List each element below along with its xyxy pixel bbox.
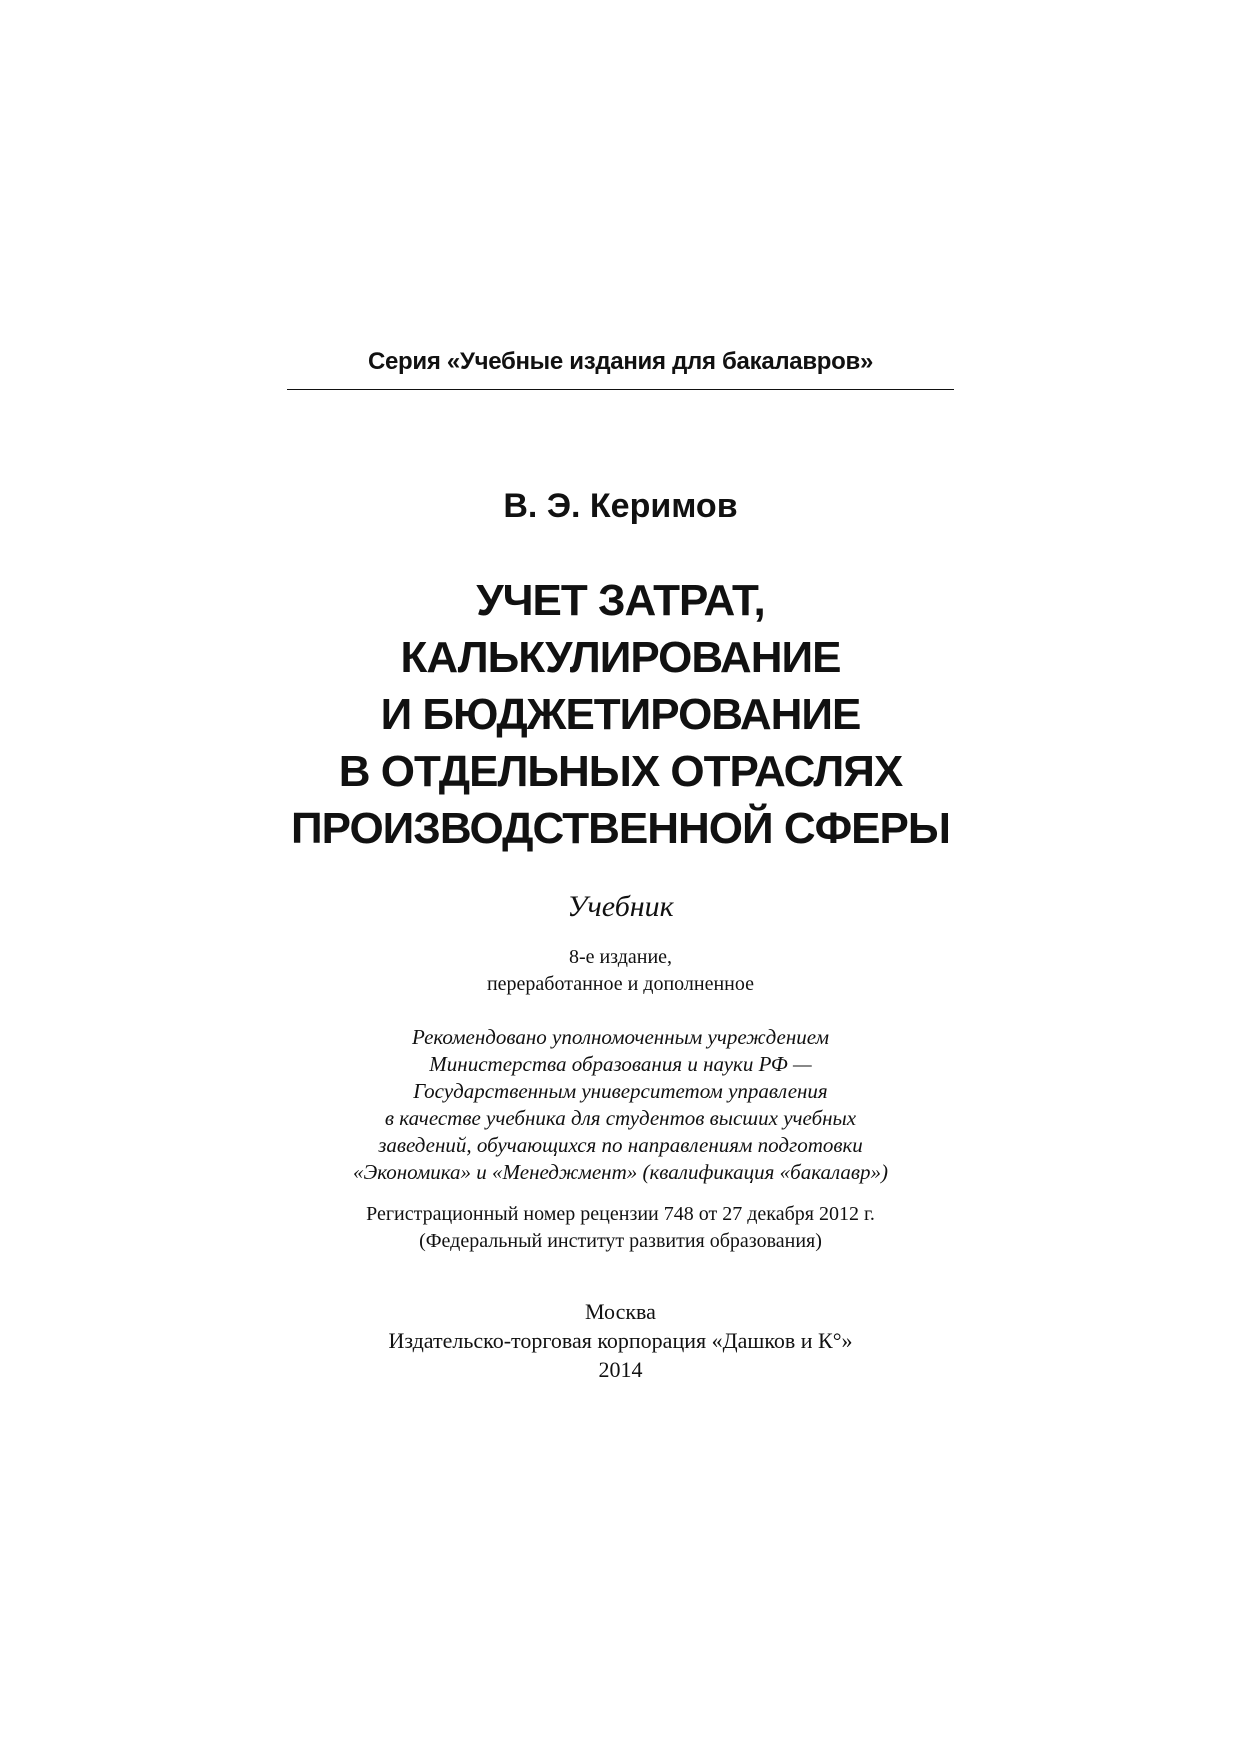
- publication-year: 2014: [598, 1357, 643, 1382]
- recommendation-line: заведений, обучающихся по направлениям подготовки: [378, 1133, 863, 1157]
- book-title-line: И БЮДЖЕТИРОВАНИЕ: [380, 690, 861, 739]
- book-title-line: ПРОИЗВОДСТВЕННОЙ СФЕРЫ: [291, 804, 950, 853]
- book-title-line: УЧЕТ ЗАТРАТ,: [476, 576, 765, 625]
- edition-info: [0, 944, 1241, 998]
- registration-info: [0, 1201, 1241, 1255]
- edition-line: 8-е издание,: [568, 946, 673, 968]
- publisher-city: Москва: [585, 1299, 656, 1324]
- recommendation-line: Государственным университетом управления: [413, 1079, 828, 1103]
- edition-line: переработанное и дополненное: [486, 973, 755, 995]
- recommendation-text: [0, 1024, 1241, 1186]
- registration-line: (Федеральный институт развития образования): [419, 1230, 822, 1252]
- publisher-name: Издательско-торговая корпорация «Дашков и К°»: [388, 1328, 853, 1353]
- book-title-line: В ОТДЕЛЬНЫХ ОТРАСЛЯХ: [338, 747, 903, 796]
- book-title-line: КАЛЬКУЛИРОВАНИЕ: [400, 633, 841, 682]
- recommendation-line: Рекомендовано уполномоченным учреждением: [412, 1025, 829, 1049]
- series-divider: [287, 389, 954, 390]
- book-title: [0, 572, 1241, 857]
- publisher-block: [0, 1297, 1241, 1384]
- recommendation-line: в качестве учебника для студентов высших учебных: [384, 1106, 857, 1130]
- registration-line: Регистрационный номер рецензии 748 от 27 декабря 2012 г.: [366, 1203, 875, 1225]
- author-name: В. Э. Керимов: [503, 487, 738, 525]
- recommendation-line: Министерства образования и науки РФ —: [429, 1052, 812, 1076]
- series-title: Серия «Учебные издания для бакалавров»: [367, 348, 874, 375]
- recommendation-line: «Экономика» и «Менеджмент» (квалификация «бакалавр»): [352, 1160, 889, 1184]
- document-type: Учебник: [567, 890, 674, 923]
